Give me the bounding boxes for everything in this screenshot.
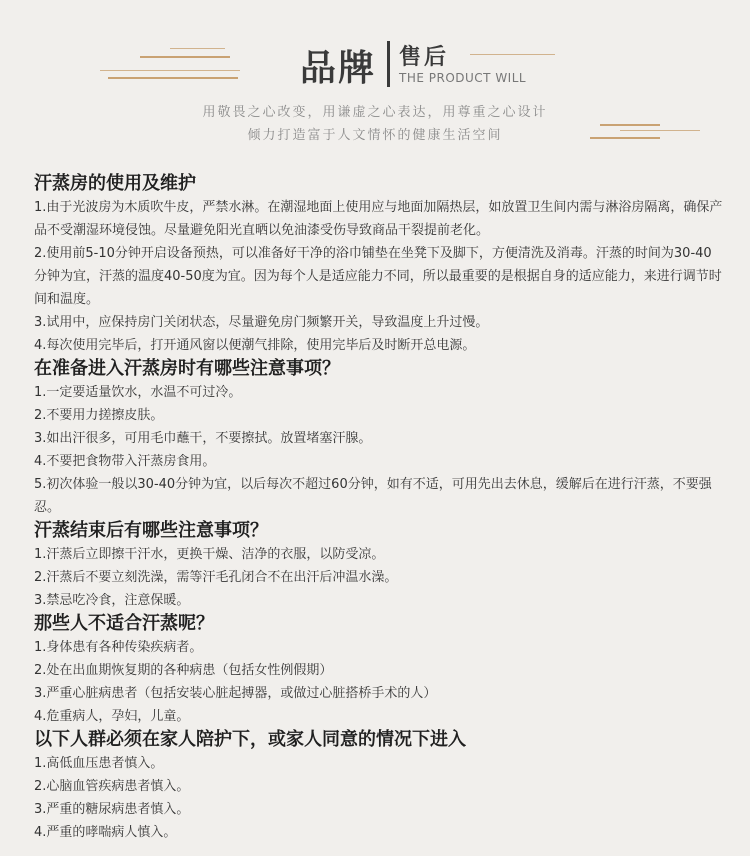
- section-after-sauna: [34, 519, 724, 612]
- section-title: 在准备进入汗蒸房时有哪些注意事项？: [34, 358, 340, 379]
- list-item: 3.如出汗很多，可用毛巾蘸干，不要擦拭。放置堵塞汗腺。: [34, 431, 372, 446]
- list-item: 1.汗蒸后立即擦干汗水，更换干燥、洁净的衣服，以防受凉。: [34, 547, 385, 562]
- list-item: 2.心脑血管疾病患者慎入。: [34, 779, 190, 794]
- brand-subtitle: 售后: [399, 45, 450, 70]
- article-content: [34, 172, 724, 844]
- list-item: 2.不要用力搓擦皮肤。: [34, 408, 164, 423]
- section-title: 汗蒸房的使用及维护: [34, 173, 196, 194]
- list-item: 2.处在出血期恢复期的各种病患（包括女性例假期）: [34, 663, 333, 678]
- list-item: 3.禁忌吃冷食，注意保暖。: [34, 593, 190, 608]
- list-item: 4.危重病人，孕妇，儿童。: [34, 709, 190, 724]
- section-maintenance: [34, 172, 724, 357]
- slogan-line-1: 用敬畏之心改变，用谦虚之心表达，用尊重之心设计: [202, 105, 548, 120]
- list-item: 2.汗蒸后不要立刻洗澡，需等汗毛孔闭合不在出汗后冲温水澡。: [34, 570, 398, 585]
- section-unsuitable-people: [34, 612, 724, 728]
- header-banner: [0, 0, 750, 170]
- list-item: 3.严重的糖尿病患者慎入。: [34, 802, 190, 817]
- list-item: 2.使用前5-10分钟开启设备预热，可以准备好干净的浴巾铺垫在坐凳下及脚下，方便清洗及消毒。汗蒸的时间为30-40分钟为宜，汗蒸的温度40-50度为宜。因为每个人是适应能力不同，所以最重要的是根据自身的适应能力，来进行调节时间和温度。: [34, 246, 722, 307]
- list-item: 3.试用中，应保持房门关闭状态，尽量避免房门频繁开关，导致温度上升过慢。: [34, 315, 489, 330]
- section-accompanied-people: [34, 728, 724, 844]
- brand-divider: [387, 41, 390, 87]
- brand-title: 品牌: [300, 48, 377, 89]
- slogan-line-2: 倾力打造富于人文情怀的健康生活空间: [247, 128, 503, 143]
- list-item: 4.每次使用完毕后，打开通风窗以便潮气排除，使用完毕后及时断开总电源。: [34, 338, 476, 353]
- list-item: 1.高低血压患者慎入。: [34, 756, 164, 771]
- list-item: 1.身体患有各种传染疾病者。: [34, 640, 203, 655]
- list-item: 1.一定要适量饮水，水温不可过冷。: [34, 385, 242, 400]
- list-item: 3.严重心脏病患者（包括安装心脏起搏器，或做过心脏搭桥手术的人）: [34, 686, 437, 701]
- list-item: 4.不要把食物带入汗蒸房食用。: [34, 454, 216, 469]
- list-item: 1.由于光波房为木质吹牛皮，严禁水淋。在潮湿地面上使用应与地面加隔热层，如放置卫生间内需与淋浴房隔离，确保产品不受潮湿环境侵蚀。尽量避免阳光直晒以免油漆受伤导致商品干裂提前老化。: [34, 200, 723, 238]
- section-title: 那些人不适合汗蒸呢？: [34, 613, 214, 634]
- section-before-entering: [34, 357, 724, 519]
- list-item: 4.严重的哮喘病人慎入。: [34, 825, 177, 840]
- list-item: 5.初次体验一般以30-40分钟为宜，以后每次不超过60分钟，如有不适，可用先出去休息，缓解后在进行汗蒸，不要强忍。: [34, 477, 712, 515]
- section-title: 以下人群必须在家人陪护下，或家人同意的情况下进入: [34, 729, 466, 750]
- brand-english: THE PRODUCT WILL: [399, 71, 527, 85]
- section-title: 汗蒸结束后有哪些注意事项？: [34, 520, 268, 541]
